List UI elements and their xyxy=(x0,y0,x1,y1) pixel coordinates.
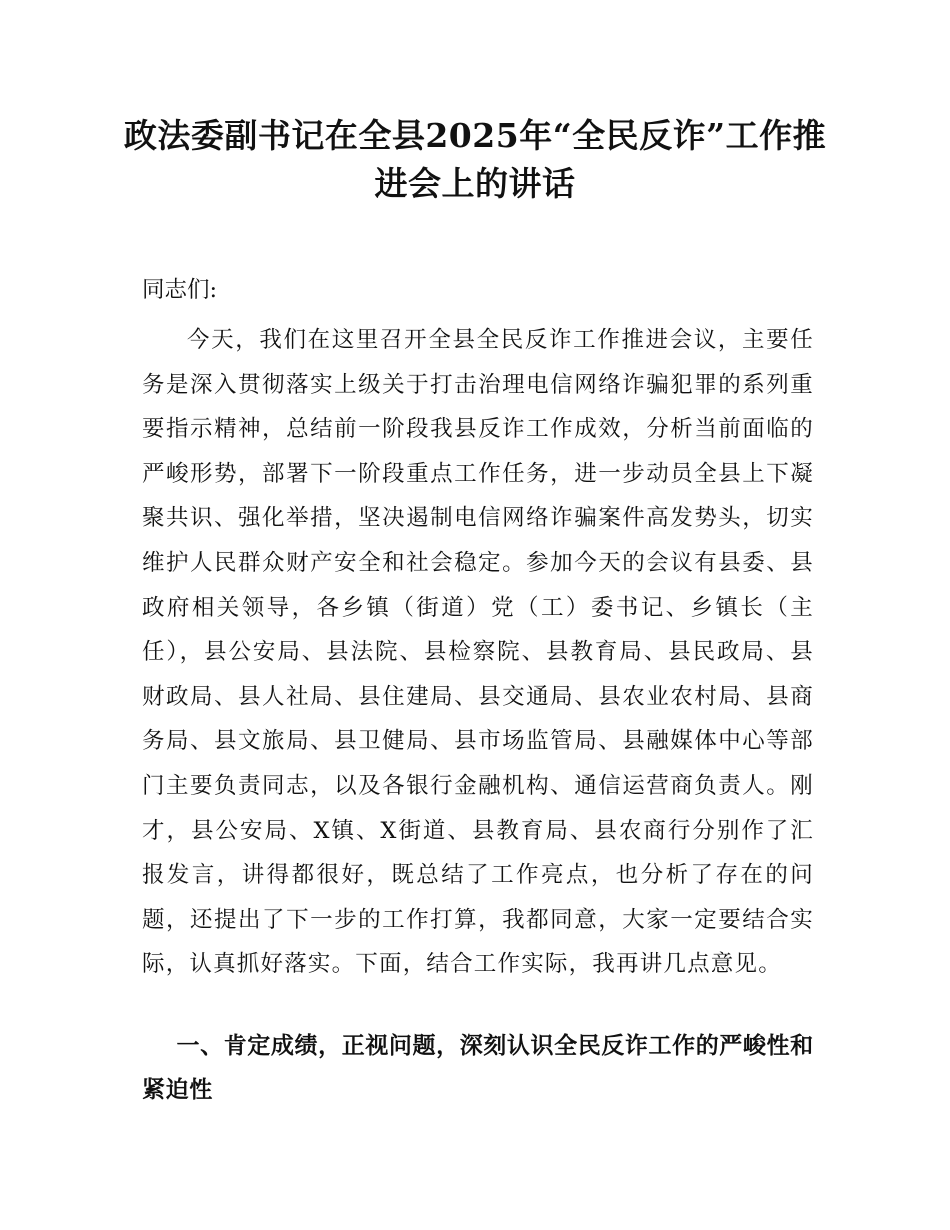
body-paragraph: 今天，我们在这里召开全县全民反诈工作推进会议，主要任务是深入贯彻落实上级关于打击治理电信网络诈骗犯罪的系列重要指示精神，总结前一阶段我县反诈工作成效，分析当前面临的严峻形势，部署下一阶段重点工作任务，进一步动员全县上下凝聚共识、强化举措，坚决遏制电信网络诈骗案件高发势头，切实维护人民群众财产安全和社会稳定。参加今天的会议有县委、县政府相关领导，各乡镇（街道）党（工）委书记、乡镇长（主任），县公安局、县法院、县检察院、县教育局、县民政局、县财政局、县人社局、县住建局、县交通局、县农业农村局、县商务局、县文旅局、县卫健局、县市场监管局、县融媒体中心等部门主要负责同志，以及各银行金融机构、通信运营商负责人。刚才，县公安局、X镇、X街道、县教育局、县农商行分别作了汇报发言，讲得都很好，既总结了工作亮点，也分析了存在的问题，还提出了下一步的工作打算，我都同意，大家一定要结合实际，认真抓好落实。下面，结合工作实际，我再讲几点意见。 xyxy=(142,327,814,978)
section-heading: 一、肯定成绩，正视问题，深刻认识全民反诈工作的严峻性和紧迫性 xyxy=(142,1033,814,1103)
document-title: 政法委副书记在全县2025年“全民反诈”工作推进会上的讲话 xyxy=(123,116,827,203)
salutation: 同志们: xyxy=(142,277,218,303)
